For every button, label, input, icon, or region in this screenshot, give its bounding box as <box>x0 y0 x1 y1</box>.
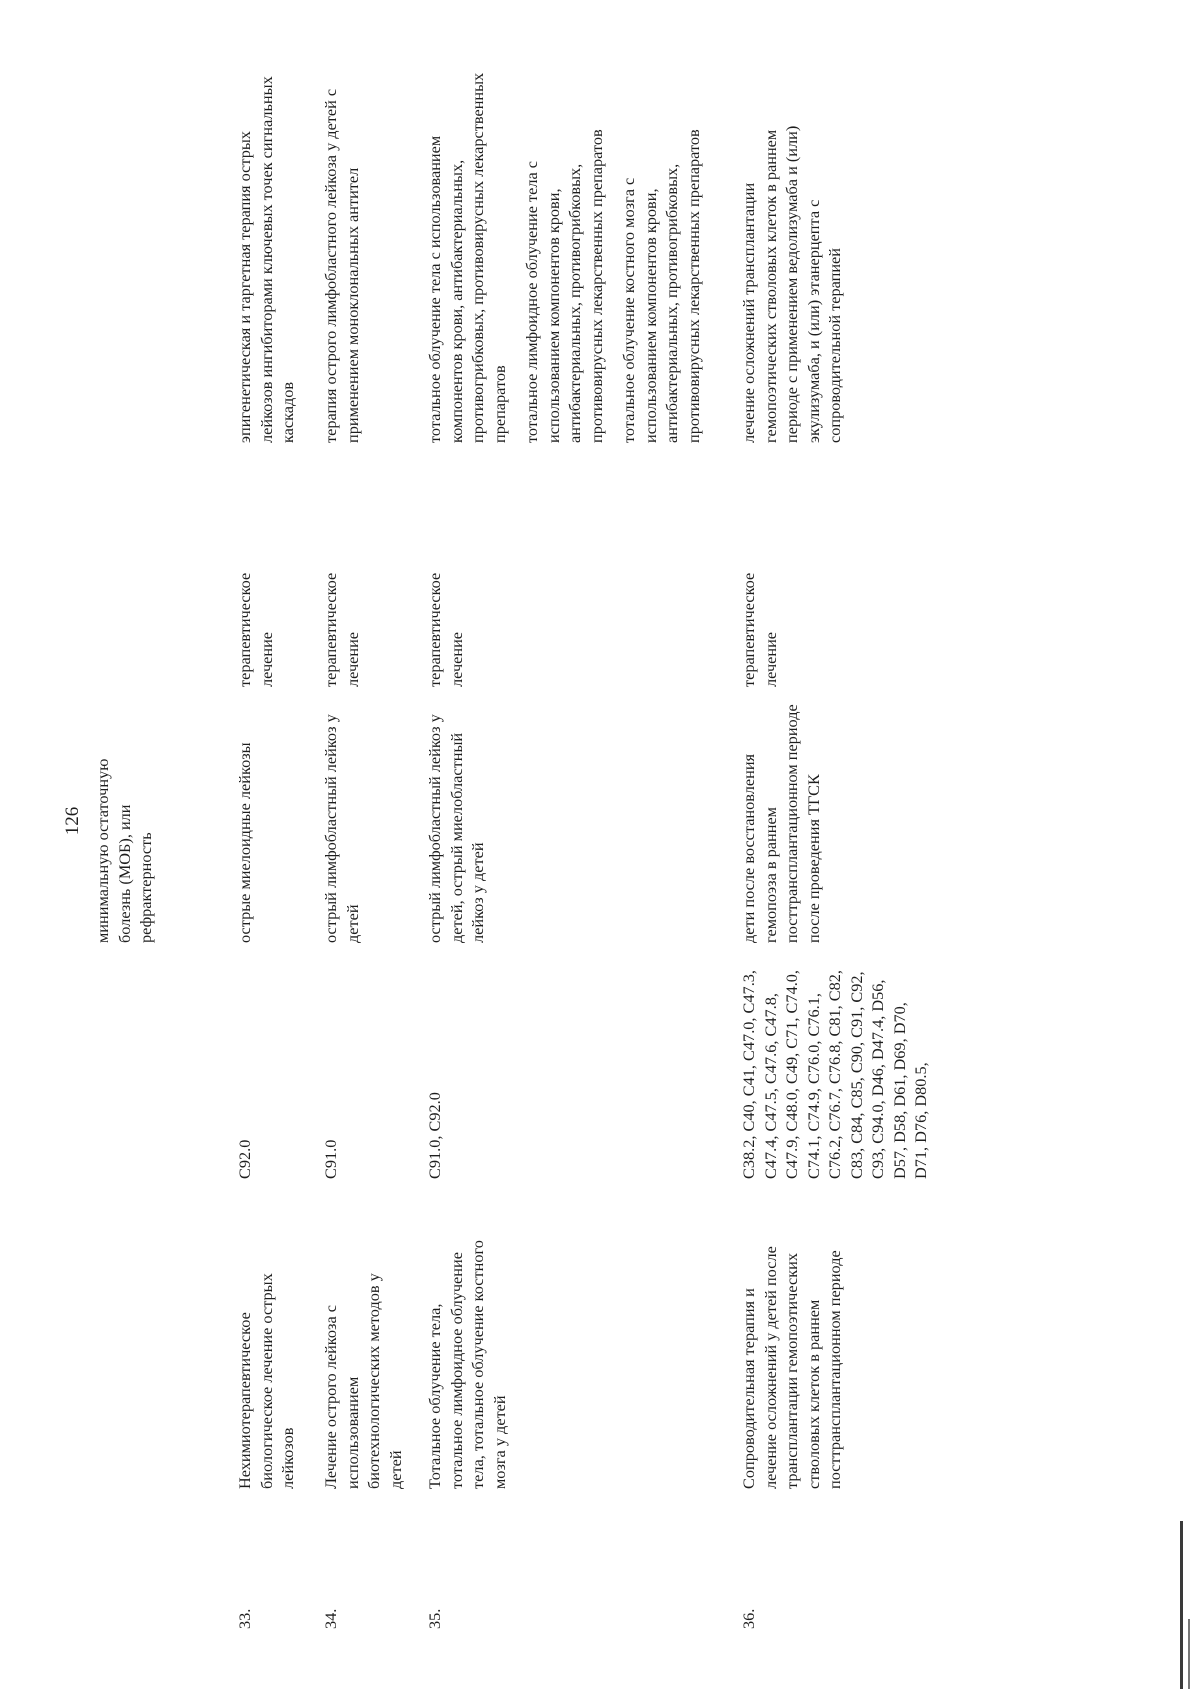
patient-model: острые миелоидные лейкозы <box>235 742 254 943</box>
scan-edge-mark <box>1180 1521 1183 1689</box>
icd-codes: C91.0, C92.0 <box>425 1092 444 1179</box>
treatment-methods <box>234 71 299 443</box>
treatment-methods <box>320 71 363 443</box>
icd-codes: C92.0 <box>235 1139 254 1179</box>
treatment-methods <box>738 71 846 443</box>
icd-codes: C38.2, C40, C41, C47.0, C47.3, C47.4, C47.5, C47.6, C47.8, C47.9, C48.0, C49, C71, C74.0, C74.1, C74.9, C76.0, C76.1, C76.2, C76.7, C76.8, C81, C82, C83, C84, C85, C90, C91, C92, C93, C94.0, D46, D47.4, D56, D57, D58, D61, D69, D70, D71, D76, D80.5, <box>739 970 930 1179</box>
treatment-method: тотальное лимфоидное облучение тела с использованием компонентов крови, антибактериальных, противогрибковых, противовирусных лекарственных препаратов <box>522 129 606 443</box>
treatment-name: Сопроводительная терапия и лечение осложнений у детей после трансплантации гемопоэтических стволовых клеток в раннем посттрансплантационном периоде <box>739 1246 844 1489</box>
treatment-method: лечение осложнений трансплантации гемопоэтических стволовых клеток в раннем периоде с применением ведолизумаба и (или) экулизумаба, и (или) этанерцепта с сопроводительной терапией <box>739 125 844 443</box>
treatment-method: тотальное облучение тела с использованием компонентов крови, антибактериальных, противогрибковых, противовирусных лекарственных препаратов <box>425 72 509 443</box>
treatment-name: Тотальное облучение тела, тотальное лимфоидное облучение тела, тотальное облучение костного мозга у детей <box>425 1240 509 1489</box>
treatment-type: терапевтическое лечение <box>321 572 362 687</box>
row-number: 36. <box>739 1608 758 1629</box>
treatment-name: Лечение острого лейкоза с использованием биотехнологических методов у детей <box>321 1273 405 1489</box>
treatment-methods <box>424 71 704 443</box>
page-number: 126 <box>62 806 83 836</box>
patient-model: острый лимфобластный лейкоз у детей, острый миелобластный лейкоз у детей <box>425 714 487 943</box>
treatment-type: терапевтическое лечение <box>425 572 466 687</box>
icd-codes: C91.0 <box>321 1139 340 1179</box>
treatment-name: Нехимиотерапевтическое биологическое лечение острых лейкозов <box>235 1273 297 1489</box>
treatment-method: терапия острого лимфобластного лейкоза у детей с применением моноклональных антител <box>321 88 362 443</box>
treatment-method: тотальное облучение костного мозга с использованием компонентов крови, антибактериальных, противогрибковых, противовирусных лекарственных препаратов <box>619 129 703 443</box>
treatment-method: эпигенетическая и таргетная терапия острых лейкозов ингибиторами ключевых точек сигнальных каскадов <box>235 76 297 443</box>
continuation-model-text: минимальную остаточную болезнь (МОБ), или рефрактерность <box>93 758 155 943</box>
row-number: 35. <box>425 1608 444 1629</box>
patient-model: острый лимфобластный лейкоз у детей <box>321 714 362 943</box>
row-number: 34. <box>321 1608 340 1629</box>
treatment-type: терапевтическое лечение <box>235 572 276 687</box>
treatment-type: терапевтическое лечение <box>739 572 780 687</box>
row-number: 33. <box>235 1608 254 1629</box>
scan-edge-mark <box>1188 1619 1190 1689</box>
patient-model: дети после восстановления гемопоэза в раннем посттрансплантационном периоде после проведения ТГСК <box>739 704 823 943</box>
